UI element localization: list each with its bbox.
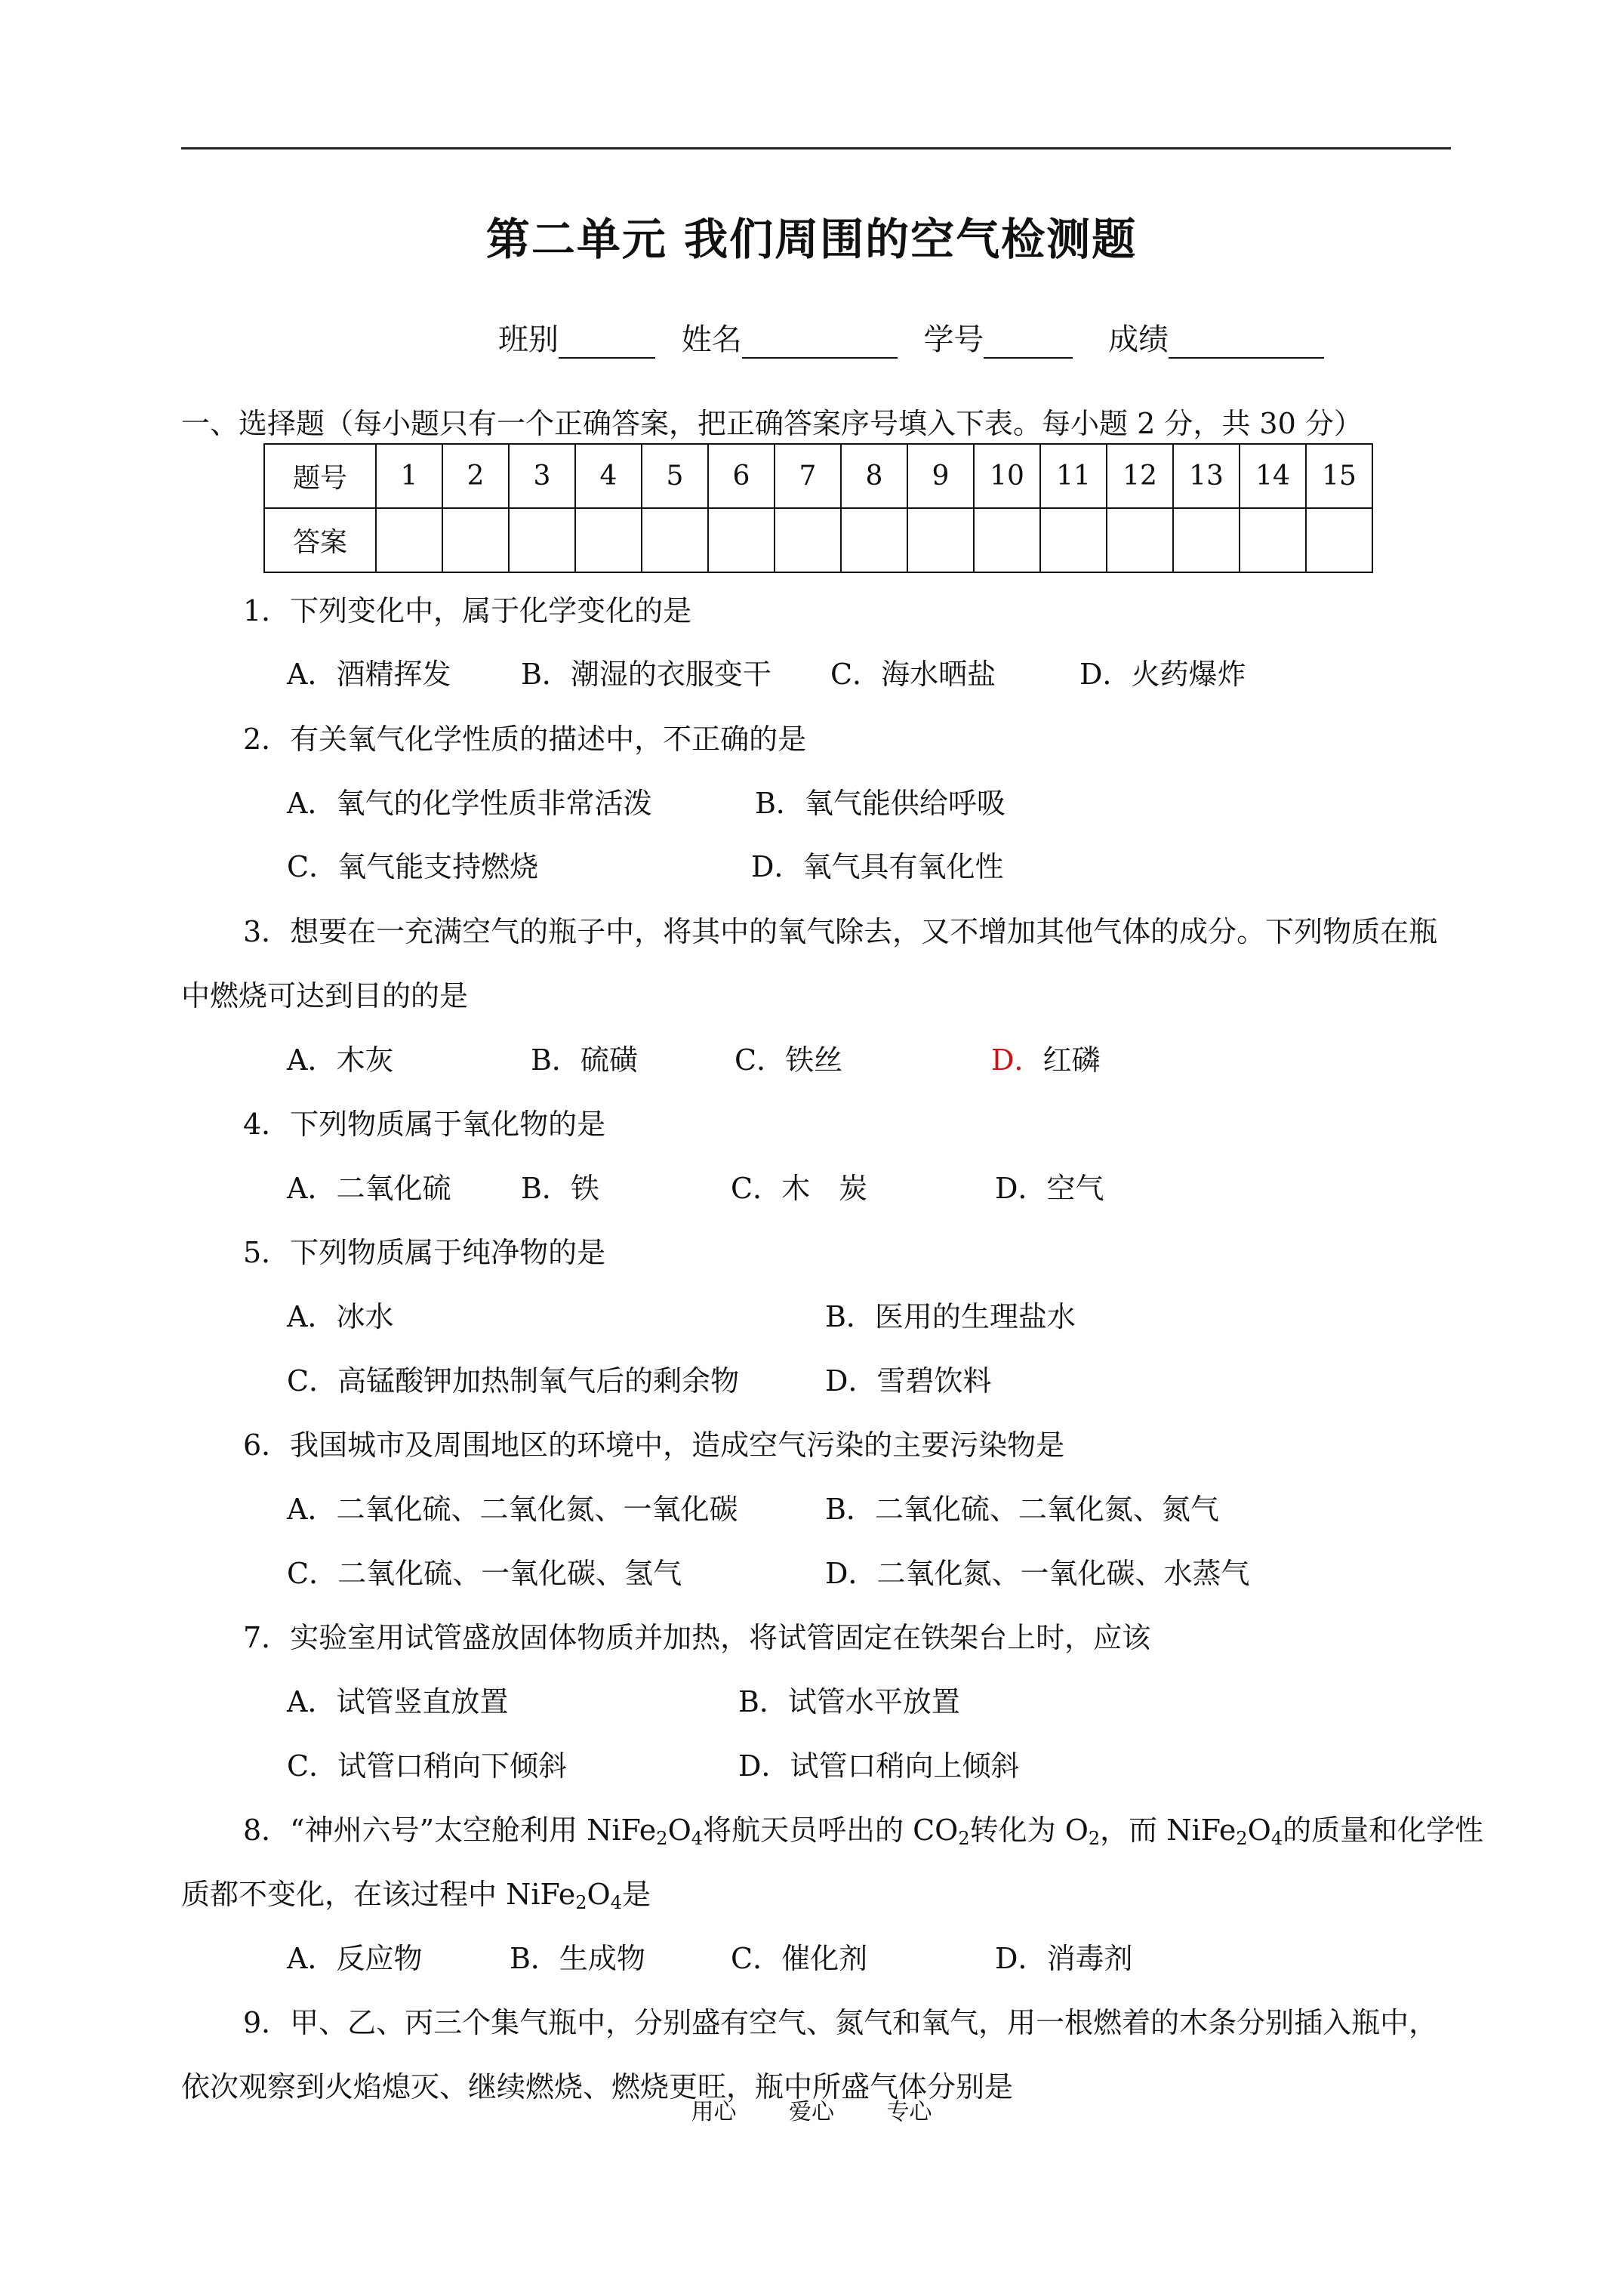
page-title: 第二单元 我们周围的空气检测题: [485, 214, 1138, 265]
answer-cell[interactable]: [642, 508, 708, 572]
q3-option-a: A．木灰: [287, 1043, 394, 1077]
q4-option-c: C．木 炭: [731, 1172, 868, 1205]
q6-option-a: A．二氧化硫、二氧化氮、一氧化碳: [287, 1493, 738, 1526]
answer-cell[interactable]: [1306, 508, 1372, 572]
q5-option-b: B．医用的生理盐水: [825, 1300, 1076, 1333]
table-cell: 10: [974, 444, 1040, 508]
info-line: [498, 316, 1324, 359]
q8-subscript: 4: [610, 1892, 622, 1913]
section-heading: 一、选择题（每小题只有一个正确答案，把正确答案序号填入下表。每小题 2 分，共 30 分）: [181, 407, 1363, 440]
q8-subscript: 4: [691, 1828, 704, 1849]
id-label: 学号: [923, 322, 984, 357]
question-2-stem: 2．有关氧气化学性质的描述中，不正确的是: [243, 723, 807, 756]
q1-option-b: B．潮湿的衣服变干: [521, 658, 771, 691]
q1-option-d: D．火药爆炸: [1079, 658, 1246, 691]
question-8-stem: [243, 1807, 1483, 1848]
q7-option-c: C．试管口稍向下倾斜: [287, 1749, 568, 1783]
q4-option-b: B．铁: [521, 1172, 599, 1205]
q3-option-d: [991, 1037, 1100, 1078]
footer-text: 专心: [886, 2099, 932, 2125]
q8-subscript: 4: [1270, 1828, 1283, 1849]
answer-cell[interactable]: [1040, 508, 1107, 572]
answer-cell[interactable]: [1240, 508, 1306, 572]
answer-cell[interactable]: [442, 508, 509, 572]
question-3-stem: 3．想要在一充满空气的瓶子中，将其中的氧气除去，又不增加其他气体的成分。下列物质在瓶: [243, 915, 1438, 948]
table-header-number: 题号: [264, 444, 376, 508]
answer-table: [263, 443, 1373, 573]
q8-text: 8．“神州六号”太空舱利用 NiFe: [243, 1814, 657, 1847]
score-field[interactable]: [1169, 328, 1324, 359]
answer-cell[interactable]: [1173, 508, 1240, 572]
question-3-stem-cont: 中燃烧可达到目的的是: [181, 979, 469, 1012]
table-header-answer: 答案: [264, 508, 376, 572]
header-rule: [181, 147, 1451, 149]
question-7-stem: 7．实验室用试管盛放固体物质并加热，将试管固定在铁架台上时，应该: [243, 1621, 1151, 1654]
answer-cell[interactable]: [509, 508, 575, 572]
answer-cell[interactable]: [974, 508, 1040, 572]
table-cell: 8: [841, 444, 907, 508]
q8-option-c: C．催化剂: [731, 1942, 868, 1975]
q8-subscript: 2: [958, 1828, 970, 1849]
q8-subscript: 2: [1088, 1828, 1101, 1849]
table-cell: 14: [1240, 444, 1306, 508]
q5-option-d: D．雪碧饮料: [825, 1364, 992, 1398]
question-9-stem: 9．甲、乙、丙三个集气瓶中，分别盛有空气、氮气和氧气，用一根燃着的木条分别插入瓶中，: [243, 2006, 1438, 2039]
id-field[interactable]: [984, 328, 1073, 359]
footer-text: 用心: [691, 2099, 737, 2125]
class-field[interactable]: [559, 328, 655, 359]
answer-cell[interactable]: [708, 508, 775, 572]
q7-option-b: B．试管水平放置: [738, 1685, 960, 1718]
q8-text: 质都不变化，在该过程中 NiFe: [181, 1878, 576, 1911]
q3-option-d-text: 红磷: [1042, 1043, 1101, 1077]
q1-option-c: C．海水晒盐: [830, 658, 996, 691]
q8-text: O: [587, 1878, 611, 1911]
q8-subscript: 2: [1236, 1828, 1248, 1849]
table-cell: 5: [642, 444, 708, 508]
table-cell: 1: [376, 444, 442, 508]
answer-cell[interactable]: [376, 508, 442, 572]
q8-subscript: 2: [575, 1892, 587, 1913]
q8-text: 将航天员呼出的 CO: [703, 1814, 959, 1847]
q8-text: 的质量和化学性: [1283, 1814, 1484, 1847]
answer-cell[interactable]: [1107, 508, 1173, 572]
q8-option-d: D．消毒剂: [995, 1942, 1133, 1975]
q2-option-a: A．氧气的化学性质非常活泼: [287, 787, 652, 820]
q7-option-d: D．试管口稍向上倾斜: [738, 1749, 1020, 1783]
q2-option-d: D．氧气具有氧化性: [751, 850, 1004, 883]
q4-option-a: A．二氧化硫: [287, 1172, 451, 1205]
footer-text: 爱心: [789, 2099, 834, 2125]
question-1-stem: 1．下列变化中，属于化学变化的是: [243, 594, 692, 627]
question-9-stem-cont: 依次观察到火焰熄灭、继续燃烧、燃烧更旺，瓶中所盛气体分别是: [181, 2070, 1014, 2103]
q6-option-b: B．二氧化硫、二氧化氮、氮气: [825, 1493, 1219, 1526]
q8-text: O: [667, 1814, 691, 1847]
q8-text: 是: [621, 1878, 651, 1911]
q8-option-b: B．生成物: [510, 1942, 645, 1975]
q5-option-c: C．高锰酸钾加热制氧气后的剩余物: [287, 1364, 740, 1398]
table-row: [264, 508, 1372, 572]
table-cell: 7: [775, 444, 841, 508]
q1-option-a: A．酒精挥发: [287, 658, 451, 691]
q3-option-b: B．硫磺: [531, 1043, 638, 1077]
class-label: 班别: [498, 322, 559, 357]
q2-option-b: B．氧气能供给呼吸: [755, 787, 1006, 820]
table-row: [264, 444, 1372, 508]
table-cell: 11: [1040, 444, 1107, 508]
q5-option-a: A．冰水: [287, 1300, 394, 1333]
q3-option-c: C．铁丝: [735, 1043, 843, 1077]
q8-subscript: 2: [656, 1828, 668, 1849]
q7-option-a: A．试管竖直放置: [287, 1685, 509, 1718]
table-cell: 13: [1173, 444, 1240, 508]
table-cell: 3: [509, 444, 575, 508]
q8-text: 转化为 O: [969, 1814, 1089, 1847]
score-label: 成绩: [1108, 322, 1169, 357]
name-field[interactable]: [742, 328, 898, 359]
table-cell: 9: [907, 444, 974, 508]
q6-option-c: C．二氧化硫、一氧化碳、氢气: [287, 1557, 682, 1590]
table-cell: 15: [1306, 444, 1372, 508]
table-cell: 12: [1107, 444, 1173, 508]
question-5-stem: 5．下列物质属于纯净物的是: [243, 1236, 606, 1269]
table-cell: 4: [575, 444, 642, 508]
q8-text: ，而 NiFe: [1100, 1814, 1236, 1847]
q8-option-a: A．反应物: [287, 1942, 423, 1975]
q2-option-c: C．氧气能支持燃烧: [287, 850, 539, 883]
q8-text: O: [1247, 1814, 1271, 1847]
name-label: 姓名: [681, 322, 742, 357]
table-cell: 2: [442, 444, 509, 508]
answer-cell[interactable]: [575, 508, 642, 572]
question-8-stem-cont: [181, 1871, 651, 1912]
q3-option-d-letter: D．: [991, 1043, 1043, 1077]
answer-cell[interactable]: [907, 508, 974, 572]
question-6-stem: 6．我国城市及周围地区的环境中，造成空气污染的主要污染物是: [243, 1428, 1065, 1462]
answer-cell[interactable]: [841, 508, 907, 572]
question-4-stem: 4．下列物质属于氧化物的是: [243, 1108, 606, 1141]
q6-option-d: D．二氧化氮、一氧化碳、水蒸气: [825, 1557, 1250, 1590]
page-footer: [0, 2093, 1623, 2126]
table-cell: 6: [708, 444, 775, 508]
q4-option-d: D．空气: [995, 1172, 1104, 1205]
answer-cell[interactable]: [775, 508, 841, 572]
